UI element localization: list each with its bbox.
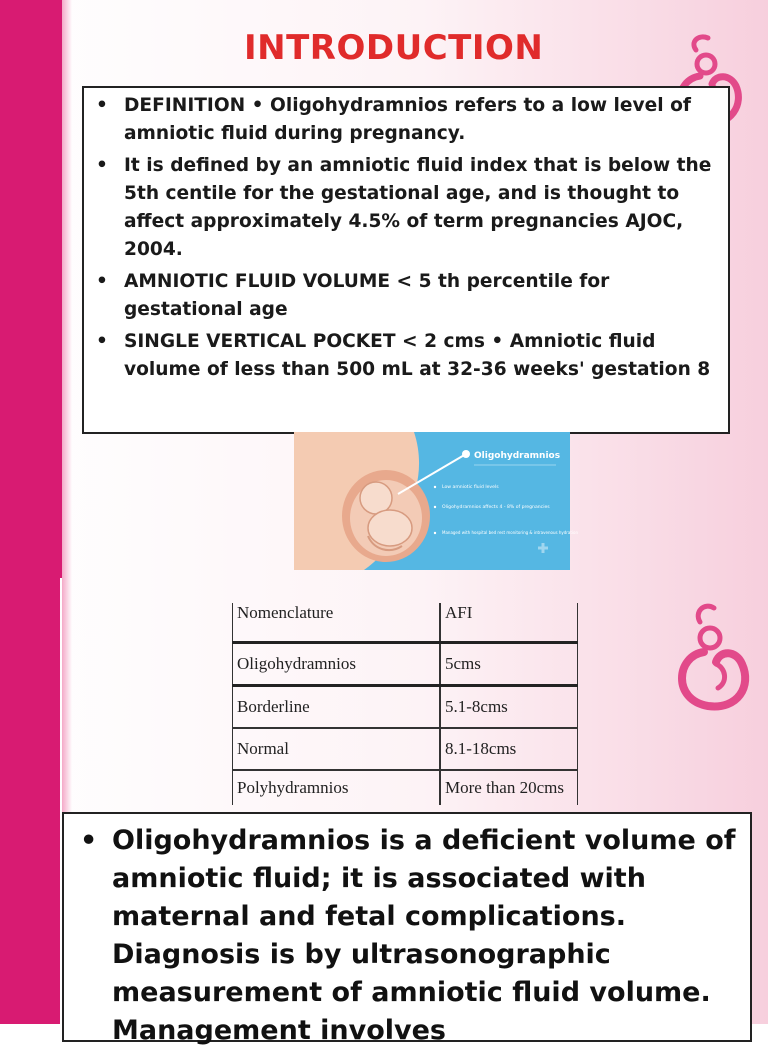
- bullet-text: It is defined by an amniotic fluid index that is below the 5th centile for the gestational age, and is thought to affect approximately 4.5% of term pregnancies AJOC, 2004.: [124, 155, 712, 260]
- bullet-text: DEFINITION • Oligohydramnios refers to a low level of amniotic fluid during pregnancy.: [124, 95, 691, 144]
- bullet-text: AMNIOTIC FLUID VOLUME < 5 th percentile for gestational age: [124, 271, 610, 320]
- accent-stripe: [0, 578, 60, 1024]
- bullet-icon: •: [96, 155, 108, 176]
- table-cell: Borderline: [233, 686, 441, 729]
- accent-stripe-edge: [62, 0, 72, 578]
- illustration-note: Oligohydramnios affects 4 - 8% of pregnancies: [442, 505, 550, 510]
- list-item: [94, 268, 716, 324]
- illustration-label: Oligohydramnios: [474, 451, 561, 461]
- table-cell: 5.1-8cms: [440, 686, 578, 729]
- table-header-cell: Nomenclature: [233, 603, 441, 643]
- table-cell: 8.1-18cms: [440, 728, 578, 770]
- table-row: [233, 686, 578, 729]
- pregnancy-logo-icon: [664, 600, 754, 716]
- list-item: [78, 822, 736, 1050]
- table-cell: Oligohydramnios: [233, 643, 441, 686]
- list-item: [94, 152, 716, 264]
- table-cell: 5cms: [440, 643, 578, 686]
- bullet-icon: •: [96, 331, 108, 352]
- table-row: [233, 770, 578, 805]
- summary-bullets: [78, 822, 736, 1050]
- table-cell: More than 20cms: [440, 770, 578, 805]
- bullet-icon: •: [96, 271, 108, 292]
- afi-classification-table: [232, 603, 578, 805]
- table-cell: Polyhydramnios: [233, 770, 441, 805]
- table-row: [233, 728, 578, 770]
- fetus-in-womb-illustration: [294, 432, 579, 570]
- list-item: [94, 92, 716, 148]
- definition-box: [82, 86, 730, 434]
- illustration-note: Managed with hospital bed rest monitoring & intravenous hydration: [442, 530, 579, 535]
- bullet-text: SINGLE VERTICAL POCKET < 2 cms • Amniotic fluid volume of less than 500 mL at 32-36 weeks' gestation 8: [124, 331, 711, 380]
- bullet-icon: •: [96, 95, 108, 116]
- table-header-cell: AFI: [440, 603, 578, 643]
- list-item: [94, 328, 716, 384]
- illustration-note: Low amniotic fluid levels: [442, 485, 499, 490]
- oligohydramnios-illustration: [294, 432, 579, 570]
- accent-stripe: [0, 0, 62, 578]
- table-row: [233, 643, 578, 686]
- bullet-text: Oligohydramnios is a deficient volume of amniotic fluid; it is associated with maternal and fetal complications. Diagnosis is by ultrasonographic measurement of amniotic fluid volume. Management involves: [112, 825, 736, 1046]
- definition-bullets: [94, 92, 716, 384]
- summary-box: [62, 812, 752, 1046]
- bullet-icon: •: [80, 825, 98, 856]
- slide-title: INTRODUCTION: [244, 28, 544, 68]
- table-header-row: [233, 603, 578, 643]
- table-cell: Normal: [233, 728, 441, 770]
